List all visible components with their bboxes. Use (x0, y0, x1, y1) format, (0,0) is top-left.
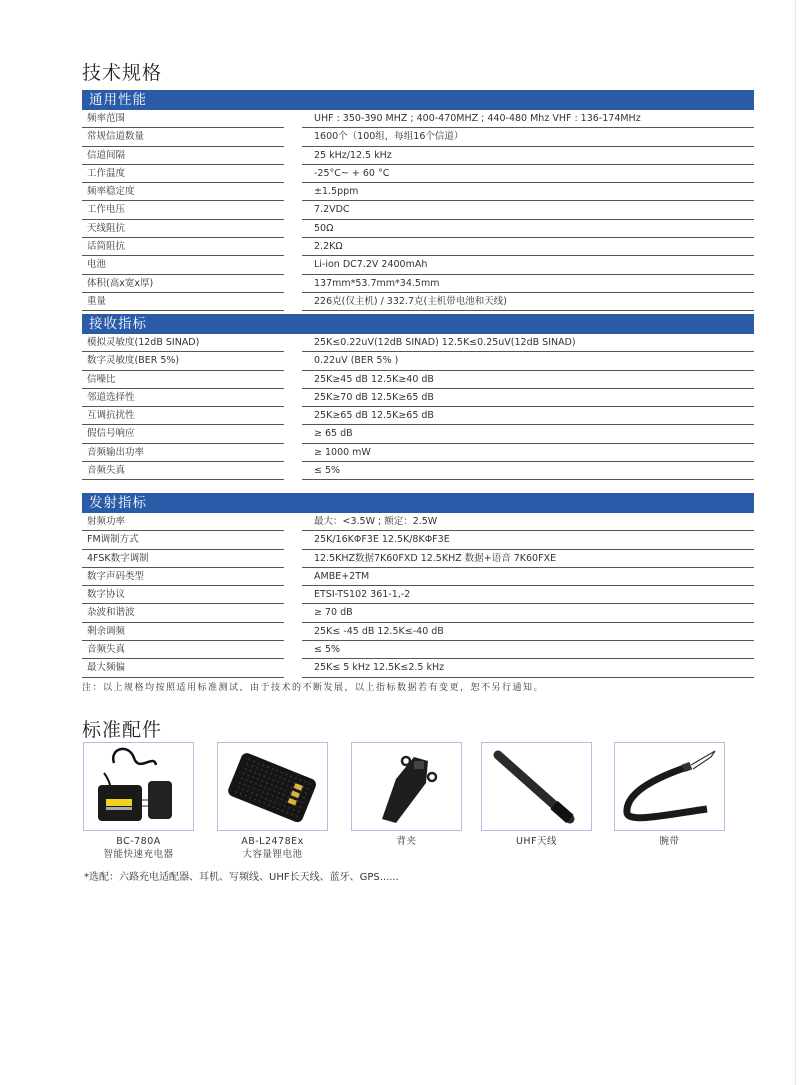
spec-label: 音频输出功率 (87, 446, 145, 458)
belt-clip-image (351, 742, 462, 831)
spec-label: 模拟灵敏度(12dB SINAD) (87, 337, 200, 348)
spec-row (82, 623, 754, 641)
spec-value: 0.22uV (BER 5% ) (314, 355, 399, 367)
spec-value: 7.2VDC (314, 204, 350, 216)
accessory-wrist-strap (614, 742, 725, 848)
antenna-image (481, 742, 592, 831)
battery-image (217, 742, 328, 831)
spec-label: 体积(高x宽x厚) (87, 277, 154, 289)
spec-label: 剩余调频 (87, 625, 126, 637)
spec-value: 25K≥45 dB 12.5K≥40 dB (314, 373, 434, 385)
spec-row (82, 165, 754, 183)
spec-row (82, 110, 754, 128)
spec-label: FM调制方式 (87, 534, 139, 546)
spec-value: 25K/16KΦF3E 12.5K/8KΦF3E (314, 534, 450, 546)
accessories-title: 标准配件 (82, 719, 163, 741)
spec-value: ETSI-TS102 361-1,-2 (314, 589, 411, 601)
accessory-caption: 背夹 (396, 836, 417, 847)
spec-label: 频率稳定度 (87, 186, 135, 198)
spec-label: 电池 (87, 259, 107, 271)
spec-value: 25K≤ 5 kHz 12.5K≤2.5 kHz (314, 662, 445, 674)
accessory-caption: BC-780A 智能快速充电器 (103, 836, 174, 860)
section-receive (82, 314, 754, 480)
spec-label: 假信号响应 (87, 428, 135, 440)
spec-row (82, 462, 754, 480)
spec-value: 50Ω (314, 222, 334, 234)
spec-label: 频率范围 (87, 113, 126, 124)
spec-value: 25K≥70 dB 12.5K≥65 dB (314, 391, 434, 403)
spec-label: 话筒阻抗 (87, 241, 126, 253)
spec-row (82, 334, 754, 352)
spec-label: 数字声码类型 (87, 570, 145, 582)
spec-row (82, 389, 754, 407)
spec-label: 重量 (87, 295, 107, 307)
page-title: 技术规格 (82, 62, 163, 84)
section-general (82, 90, 754, 311)
spec-value: ≥ 1000 mW (314, 446, 371, 458)
spec-label: 音频失真 (87, 644, 126, 656)
accessory-battery (217, 742, 328, 861)
row-divider (302, 479, 754, 480)
charger-image (83, 742, 194, 831)
spec-row (82, 407, 754, 425)
spec-value: 25K≥65 dB 12.5K≥65 dB (314, 410, 434, 422)
spec-value: ≥ 70 dB (314, 607, 353, 619)
spec-label: 最大频偏 (87, 662, 126, 674)
section-header: 接收指标 (82, 314, 754, 334)
spec-value: 25 kHz/12.5 kHz (314, 149, 392, 161)
spec-label: 工作电压 (87, 204, 126, 216)
spec-row (82, 256, 754, 274)
spec-label: 数字协议 (87, 589, 126, 601)
spec-row (82, 550, 754, 568)
spec-row (82, 238, 754, 256)
spec-label: 杂波和谐波 (87, 607, 135, 619)
spec-value: 2.2KΩ (314, 241, 343, 253)
section-header: 发射指标 (82, 493, 754, 513)
page-edge-line (795, 0, 796, 1085)
spec-value: -25°C~ + 60 °C (314, 167, 390, 179)
spec-value: UHF : 350-390 MHZ ; 400-470MHZ ; 440-480 Mhz VHF : 136-174MHz (314, 113, 641, 124)
optional-accessories: *选配：六路充电适配器、耳机、写频线、UHF长天线、蓝牙、GPS...... (84, 872, 399, 883)
accessory-antenna (481, 742, 592, 848)
row-divider (302, 677, 754, 678)
spec-row (82, 586, 754, 604)
spec-label: 音频失真 (87, 465, 126, 477)
spec-label: 4FSK数字调制 (87, 552, 149, 564)
spec-row (82, 220, 754, 238)
spec-label: 工作温度 (87, 167, 126, 179)
spec-row (82, 183, 754, 201)
spec-value: ≥ 65 dB (314, 428, 353, 440)
spec-value: AMBE+2TM (314, 570, 370, 582)
spec-row (82, 352, 754, 370)
spec-value: ≤ 5% (314, 465, 341, 477)
accessory-belt-clip (351, 742, 462, 848)
spec-row (82, 371, 754, 389)
spec-row (82, 425, 754, 443)
spec-label: 常规信道数量 (87, 131, 145, 143)
spec-value: ≤ 5% (314, 644, 341, 656)
spec-row (82, 293, 754, 311)
spec-row (82, 444, 754, 462)
spec-value: 137mm*53.7mm*34.5mm (314, 277, 440, 289)
spec-row (82, 201, 754, 219)
spec-label: 信道间隔 (87, 149, 126, 161)
row-divider (82, 677, 284, 678)
spec-row (82, 568, 754, 586)
spec-label: 互调抗扰性 (87, 410, 135, 422)
spec-row (82, 128, 754, 146)
section-header: 通用性能 (82, 90, 754, 110)
spec-label: 数字灵敏度(BER 5%) (87, 355, 180, 367)
spec-value: 25K≤ -45 dB 12.5K≤-40 dB (314, 625, 444, 637)
spec-label: 邻道选择性 (87, 391, 135, 403)
section-transmit (82, 493, 754, 678)
row-divider (82, 310, 284, 311)
spec-label: 信噪比 (87, 373, 116, 385)
spec-value: 25K≤0.22uV(12dB SINAD) 12.5K≤0.25uV(12dB SINAD) (314, 337, 576, 348)
spec-label: 天线阻抗 (87, 222, 126, 234)
accessory-caption: AB-L2478Ex 大容量锂电池 (241, 836, 304, 860)
spec-row (82, 531, 754, 549)
spec-value: 226克(仅主机) / 332.7克(主机带电池和天线) (314, 295, 507, 307)
spec-label: 射频功率 (87, 516, 126, 527)
spec-row (82, 147, 754, 165)
spec-value: 12.5KHZ数据7K60FXD 12.5KHZ 数据+语音 7K60FXE (314, 552, 557, 564)
accessory-caption: UHF天线 (515, 836, 558, 847)
accessory-caption: 腕带 (659, 836, 680, 847)
footnote: 注：以上规格均按照适用标准测试，由于技术的不断发展，以上指标数据若有变更，恕不另行通知。 (82, 683, 545, 693)
wrist-strap-image (614, 742, 725, 831)
spec-value: ±1.5ppm (314, 186, 359, 198)
row-divider (82, 479, 284, 480)
spec-value: Li-ion DC7.2V 2400mAh (314, 259, 428, 271)
spec-value: 最大：<3.5W ; 额定：2.5W (314, 516, 438, 527)
spec-row (82, 659, 754, 677)
spec-row (82, 275, 754, 293)
row-divider (302, 310, 754, 311)
spec-row (82, 513, 754, 531)
spec-row (82, 604, 754, 622)
spec-value: 1600个（100组，每组16个信道） (314, 131, 464, 143)
spec-row (82, 641, 754, 659)
accessory-charger (83, 742, 194, 861)
